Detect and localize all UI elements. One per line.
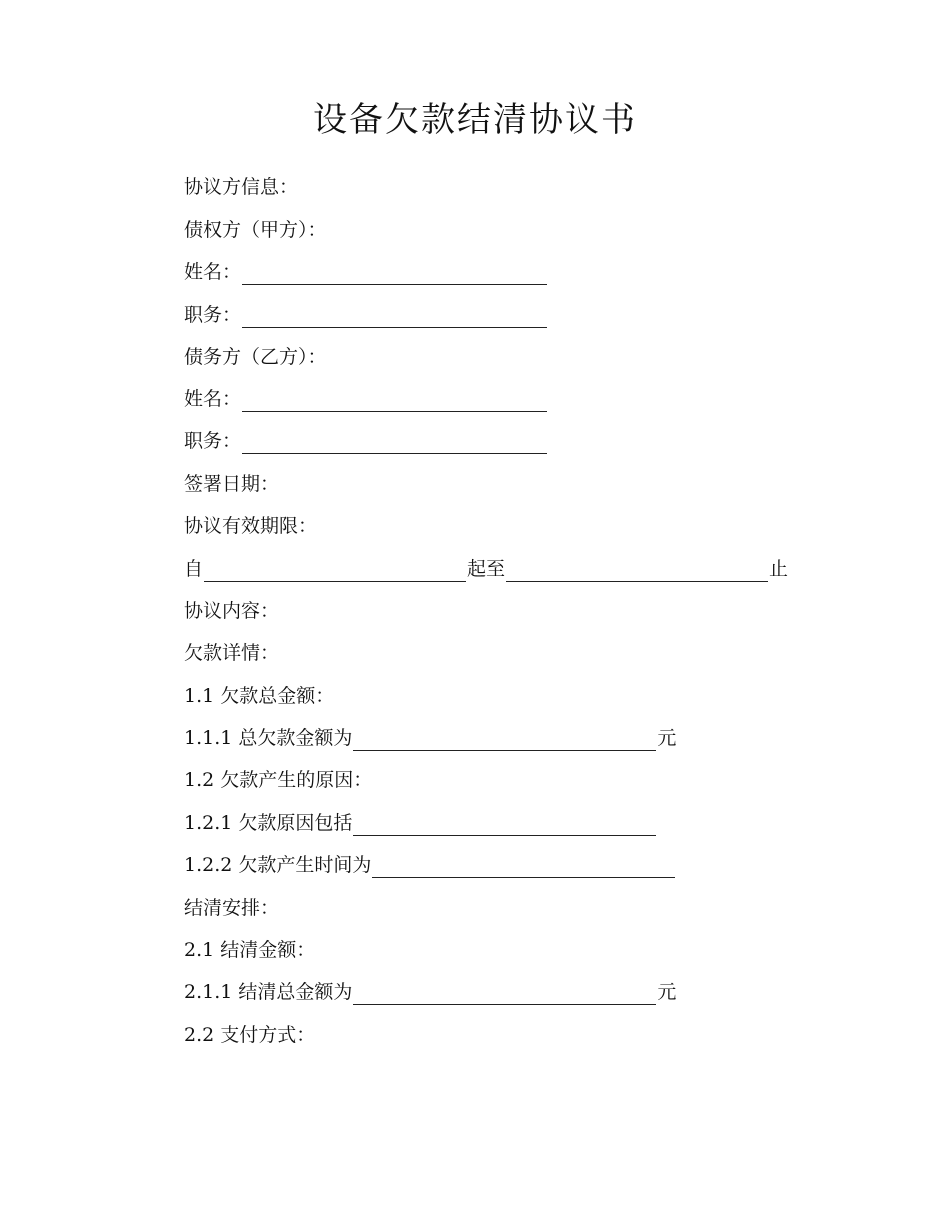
content-heading	[184, 598, 279, 624]
sign-date-label: 签署日期：	[184, 473, 280, 495]
settlement-heading-text: 结清安排：	[184, 897, 280, 919]
section-1-2-1-text: 1.2.1 欠款原因包括	[184, 812, 353, 834]
settlement-heading	[184, 895, 279, 921]
content-heading-text: 协议内容：	[184, 600, 280, 622]
debt-time-blank[interactable]	[372, 857, 675, 878]
validity-label: 协议有效期限：	[184, 515, 318, 537]
debtor-name-blank[interactable]	[242, 391, 547, 412]
section-1-2-1-row	[184, 810, 657, 836]
parties-info-text: 协议方信息：	[184, 176, 299, 198]
section-1-2	[184, 767, 372, 793]
section-1-1-1-row	[184, 725, 676, 751]
validity-start-blank[interactable]	[204, 561, 466, 582]
debt-reason-blank[interactable]	[353, 815, 656, 836]
creditor-name-label: 姓名：	[184, 261, 242, 283]
debtor-heading-text: 债务方（乙方）：	[184, 346, 327, 368]
section-2-1-1-row	[184, 979, 676, 1005]
section-1-1-text: 1.1 欠款总金额：	[184, 685, 335, 707]
creditor-position-blank[interactable]	[242, 307, 547, 328]
creditor-heading-text: 债权方（甲方）：	[184, 219, 327, 241]
debt-details-text: 欠款详情：	[184, 642, 280, 664]
section-1-1-1-text: 1.1.1 总欠款金额为	[184, 727, 353, 749]
debtor-name-row	[184, 386, 548, 412]
settlement-amount-blank[interactable]	[353, 984, 656, 1005]
section-2-2	[184, 1022, 315, 1048]
validity-to-text: 起至	[467, 558, 506, 580]
debtor-position-blank[interactable]	[242, 433, 547, 454]
validity-heading	[184, 513, 317, 539]
sign-date-row	[184, 471, 279, 497]
section-1-1	[184, 683, 334, 709]
parties-info-heading	[184, 174, 298, 200]
total-debt-unit: 元	[657, 727, 677, 749]
validity-period-row	[184, 556, 788, 582]
creditor-name-row	[184, 259, 548, 285]
creditor-position-row	[184, 302, 548, 328]
debtor-heading	[184, 344, 327, 370]
section-1-2-2-text: 1.2.2 欠款产生时间为	[184, 854, 372, 876]
debtor-position-label: 职务：	[184, 430, 242, 452]
section-1-2-2-row	[184, 852, 676, 878]
total-debt-amount-blank[interactable]	[353, 730, 656, 751]
document-title: 设备欠款结清协议书	[313, 100, 637, 140]
validity-from-text: 自	[184, 558, 204, 580]
debt-details-heading	[184, 640, 279, 666]
creditor-name-blank[interactable]	[242, 264, 547, 285]
validity-end-text: 止	[769, 558, 789, 580]
section-2-2-text: 2.2 支付方式：	[184, 1024, 316, 1046]
debtor-name-label: 姓名：	[184, 388, 242, 410]
settlement-amount-unit: 元	[657, 981, 677, 1003]
creditor-heading	[184, 217, 327, 243]
section-1-2-text: 1.2 欠款产生的原因：	[184, 769, 373, 791]
section-2-1-1-text: 2.1.1 结清总金额为	[184, 981, 353, 1003]
creditor-position-label: 职务：	[184, 304, 242, 326]
validity-end-blank[interactable]	[506, 561, 768, 582]
debtor-position-row	[184, 428, 548, 454]
section-2-1	[184, 937, 315, 963]
section-2-1-text: 2.1 结清金额：	[184, 939, 316, 961]
